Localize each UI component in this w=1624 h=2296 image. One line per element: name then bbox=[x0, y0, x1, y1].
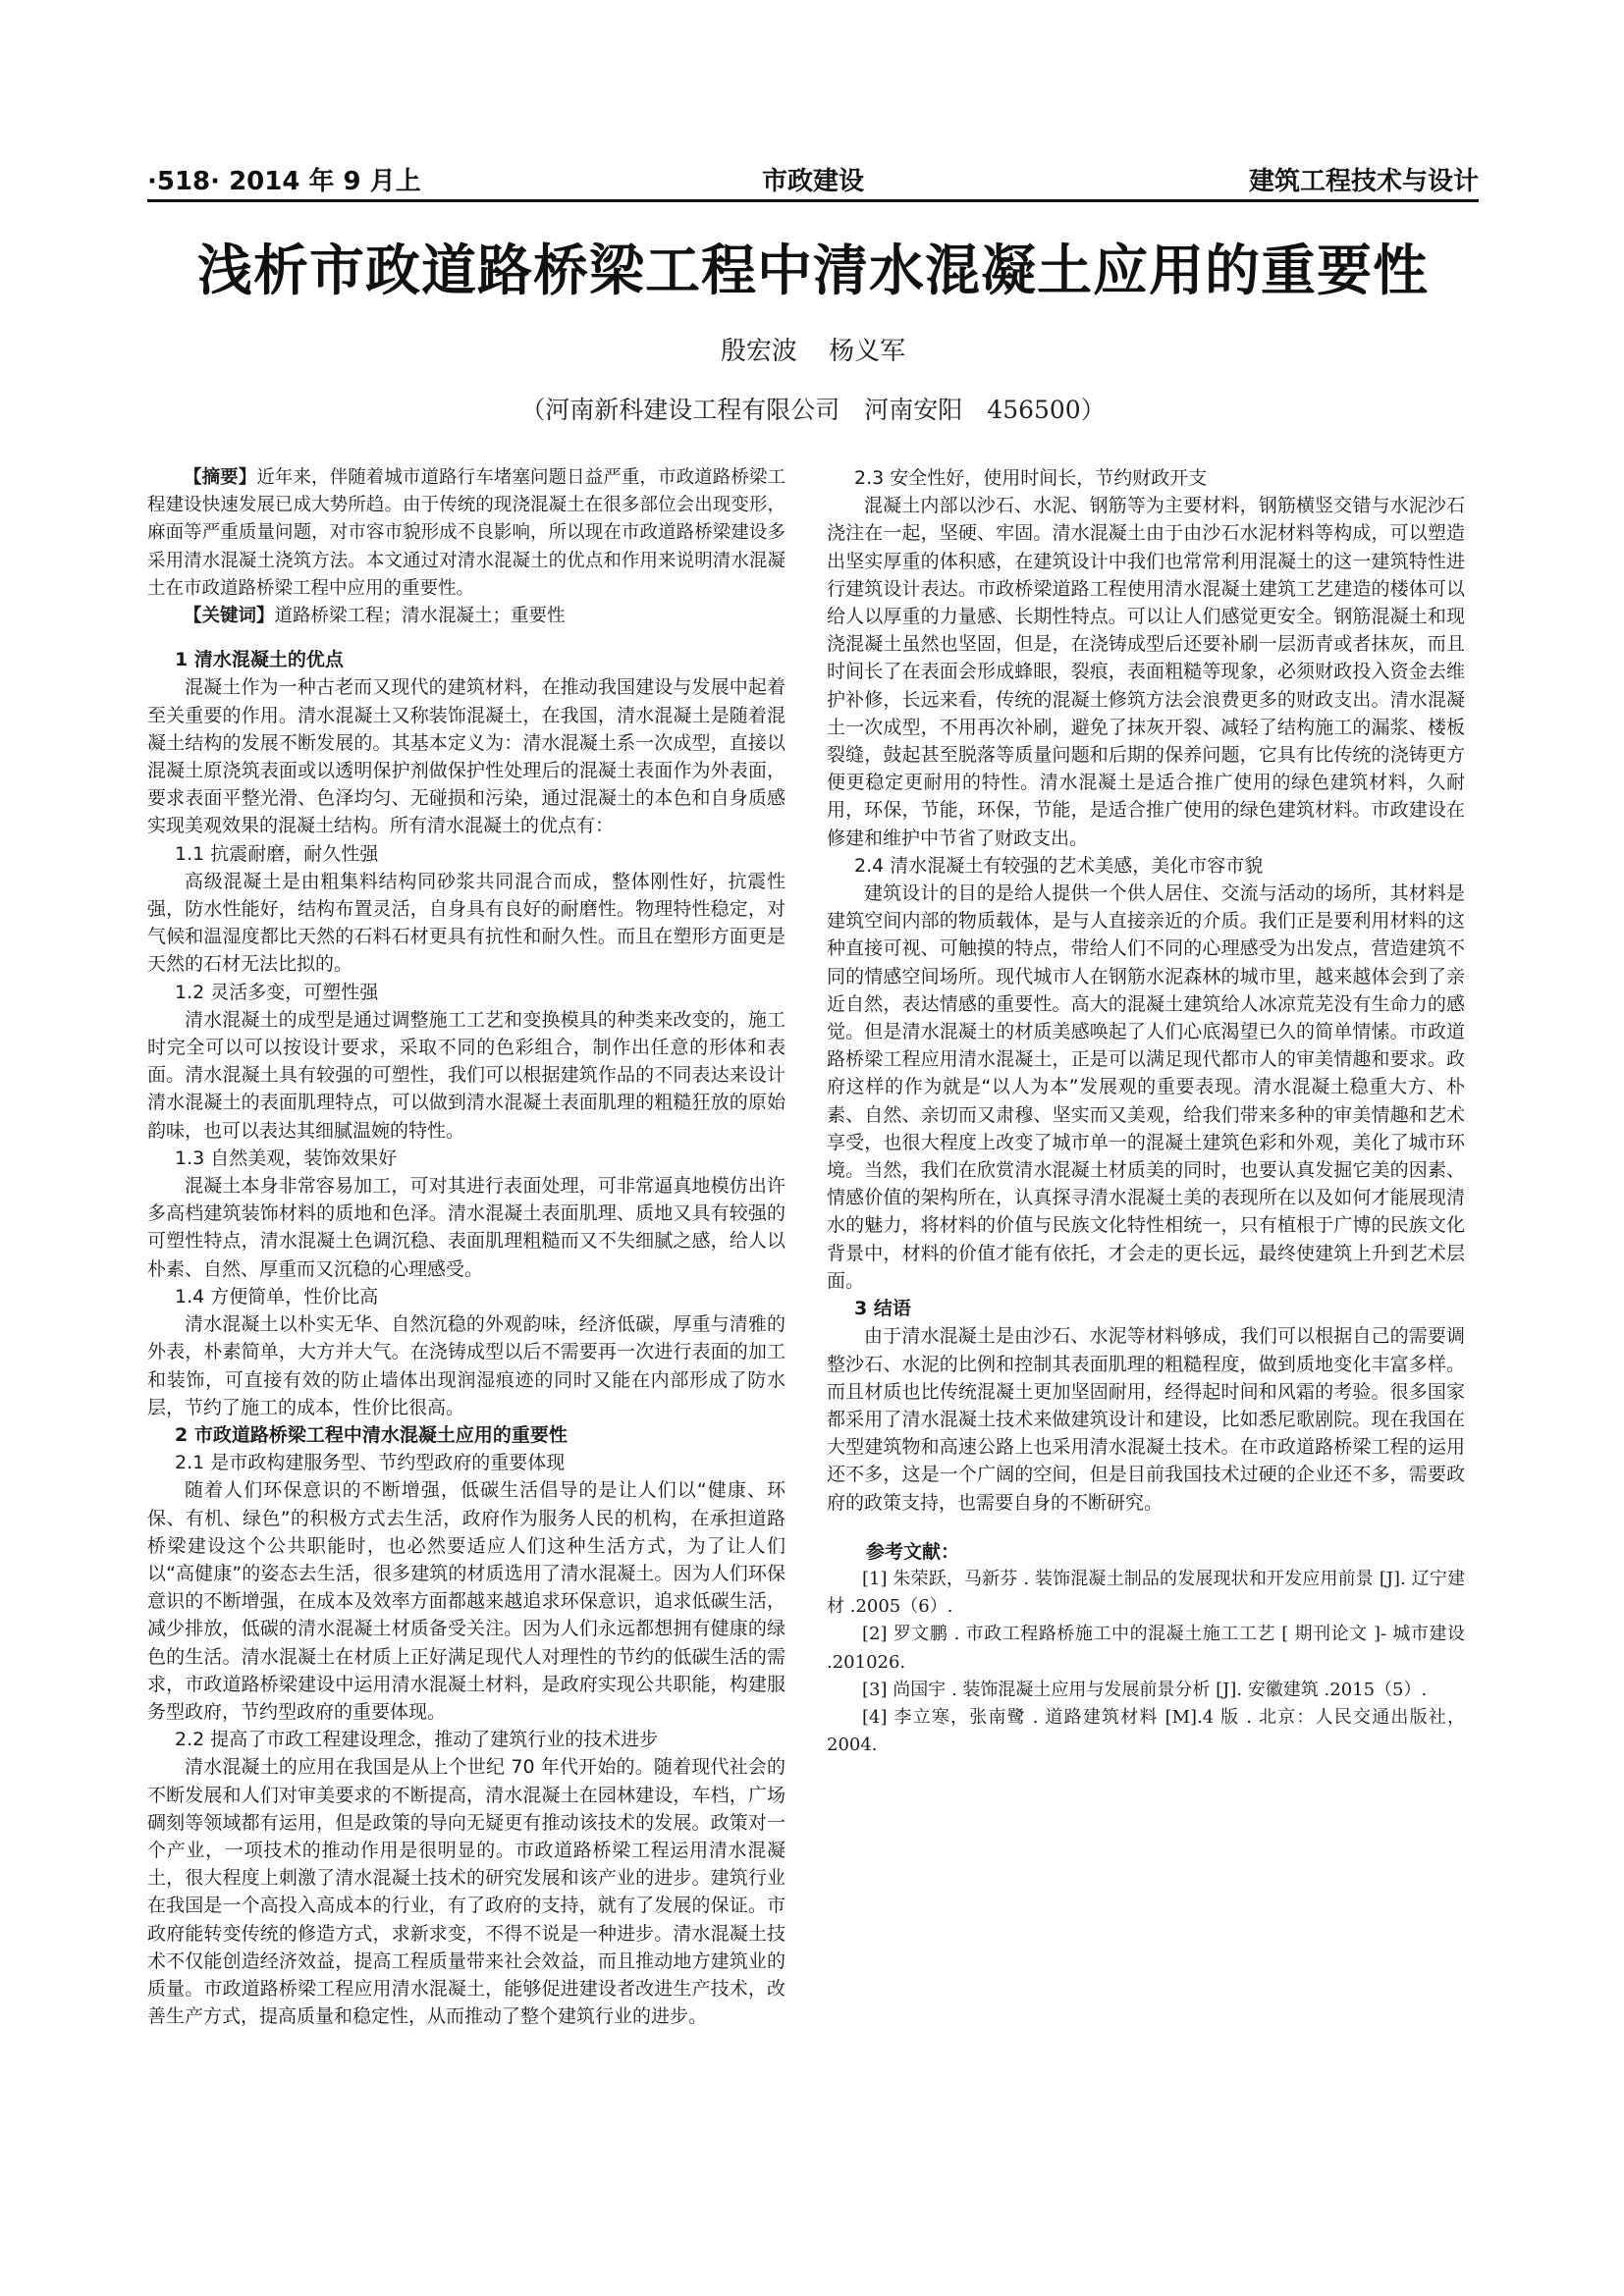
subsection-heading: 2.3 安全性好，使用时间长，节约财政开支 bbox=[854, 467, 1208, 489]
paragraph: 清水混凝土的应用在我国是从上个世纪 70 年代开始的。随着现代社会的不断发展和人们对审美要求的不断提高，清水混凝土在园林建设，车档，广场碉刻等领域都有运用，但是政策的导向无疑更有推动该技术的发展。政策对一个产业，一项技术的推动作用是很明显的。市政道路桥梁工程运用清水混凝土，很大程度上刺激了清水混凝土技术的研究发展和该产业的进步。建筑行业在我国是一个高投入高成本的行业，有了政府的支持，就有了发展的保证。市政府能转变传统的修造方式，求新求变，不得不说是一种进步。清水混凝土技术不仅能创造经济效益，提高工程质量带来社会效益，而且推动地方建筑业的质量。市政道路桥梁工程应用清水混凝土，能够促进建设者改进生产技术，改善生产方式，提高质量和稳定性，从而推动了整个建筑行业的进步。 bbox=[147, 1756, 785, 2028]
running-header bbox=[147, 157, 1479, 202]
references-label: 参考文献： bbox=[866, 1540, 960, 1563]
journal-section: 市政建设 bbox=[761, 167, 864, 196]
section-heading: 3 结语 bbox=[854, 1298, 911, 1320]
keywords bbox=[147, 603, 785, 630]
paragraph: 混凝土本身非常容易加工，可对其进行表面处理，可非常逼真地模仿出许多高档建筑装饰材料的质地和色泽。清水混凝土表面肌理、质地又具有较强的可塑性特点，清水混凝土色调沉稳、表面肌理粗糙而又不失细腻之感，给人以朴素、自然、厚重而又沉稳的心理感受。 bbox=[147, 1175, 785, 1280]
reference-item: [1] 朱荣跃，马新芬 . 装饰混凝土制品的发展现状和开发应用前景 [J]. 辽宁建材 .2005（6）. bbox=[827, 1568, 1465, 1618]
subsection-heading: 2.1 是市政构建服务型、节约型政府的重要体现 bbox=[175, 1452, 566, 1474]
paragraph: 混凝土内部以沙石、水泥、钢筋等为主要材料，钢筋横竖交错与水泥沙石浇注在一起，坚硬、牢固。清水混凝土由于由沙石水泥材料等构成，可以塑造出坚实厚重的体积感，在建筑设计中我们也常常利用混凝土的这一建筑特性进行建筑设计表达。市政桥梁道路工程使用清水混凝土建筑工艺建造的楼体可以给人以厚重的力量感、长期性特点。可以让人们感觉更安全。钢筋混凝土和现浇混凝土虽然也坚固，但是，在浇铸成型后还要补刷一层沥青或者抹灰，而且时间长了在表面会形成蜂眼，裂痕，表面粗糙等现象，必须财政投入资金去维护补修，长远来看，传统的混凝土修筑方法会浪费更多的财政支出。清水混凝土一次成型，不用再次补刷，避免了抹灰开裂、减轻了结构施工的漏浆、楼板裂缝，鼓起甚至脱落等质量问题和后期的保养问题，它具有比传统的浇铸更方便更稳定更耐用的特性。清水混凝土是适合推广使用的绿色建筑材料，久耐用，环保，节能，环保，节能，是适合推广使用的绿色建筑材料。市政建设在修建和维护中节省了财政支出。 bbox=[827, 495, 1465, 849]
reference-item: [2] 罗文鹏 . 市政工程路桥施工中的混凝土施工工艺 [ 期刊论文 ]- 城市建设 .201026. bbox=[827, 1624, 1465, 1673]
section-heading: 2 市政道路桥梁工程中清水混凝土应用的重要性 bbox=[175, 1423, 568, 1446]
subsection-heading: 2.2 提高了市政工程建设理念，推动了建筑行业的技术进步 bbox=[175, 1729, 659, 1751]
paragraph: 由于清水混凝土是由沙石、水泥等材料够成，我们可以根据自己的需要调整沙石、水泥的比例和控制其表面肌理的粗糙程度，做到质地变化丰富多样。而且材质也比传统混凝土更加坚固耐用，经得起时间和风霜的考验。很多国家都采用了清水混凝土技术来做建筑设计和建设，比如悉尼歌剧院。现在我国在大型建筑物和高速公路上也采用清水混凝土技术。在市政道路桥梁工程的运用还不多，这是一个广阔的空间，但是目前我国技术过硬的企业还不多，需要政府的政策支持，也需要自身的不断研究。 bbox=[827, 1325, 1465, 1514]
keywords-label: 【关键词】 bbox=[184, 606, 275, 627]
paragraph: 混凝土作为一种古老而又现代的建筑材料，在推动我国建设与发展中起着至关重要的作用。清水混凝土又称装饰混凝土，在我国，清水混凝土是随着混凝土结构的发展不断发展的。其基本定义为：清水混凝土系一次成型，直接以混凝土原浇筑表面或以透明保护剂做保护性处理后的混凝土表面作为外表面，要求表面平整光滑、色泽均匀、无碰损和污染，通过混凝土的本色和自身质感实现美观效果的混凝土结构。所有清水混凝土的优点有： bbox=[147, 676, 785, 837]
section-heading: 1 清水混凝土的优点 bbox=[175, 649, 344, 671]
subsection-heading: 1.4 方便简单，性价比高 bbox=[175, 1285, 379, 1308]
subsection-heading: 2.4 清水混凝土有较强的艺术美感，美化市容市貌 bbox=[854, 854, 1264, 877]
paragraph: 随着人们环保意识的不断增强，低碳生活倡导的是让人们以“健康、环保、有机、绿色”的积极方式去生活，政府作为服务人民的机构，在承担道路桥梁建设这个公共职能时，也必然要适应人们这种生活方式，为了让人们以“高健康”的姿态去生活，很多建筑的材质选用了清水混凝土。因为人们环保意识的不断增强，在成本及效率方面都越来越追求环保意识，追求低碳生活，减少排放，低碳的清水混凝土材质备受关注。因为人们永远都想拥有健康的绿色的生活。清水混凝土在材质上正好满足现代人对理性的节约的低碳生活的需求，市政道路桥梁建设中运用清水混凝土材料，是政府实现公共职能，构建服务型政府，节约型政府的重要体现。 bbox=[147, 1479, 785, 1723]
paragraph: 清水混凝土以朴实无华、自然沉稳的外观韵味，经济低碳，厚重与清雅的外表，朴素简单，大方并大气。在浇铸成型以后不需要再一次进行表面的加工和装饰，可直接有效的防止墙体出现润湿痕迹的同时又能在内部形成了防水层，节约了施工的成本，性价比很高。 bbox=[147, 1313, 785, 1418]
reference-item: [3] 尚国宇 . 装饰混凝土应用与发展前景分析 [J]. 安徽建筑 .2015（5）. bbox=[862, 1679, 1428, 1700]
subsection-heading: 1.1 抗震耐磨，耐久性强 bbox=[175, 842, 379, 865]
article-title: 浅析市政道路桥梁工程中清水混凝土应用的重要性 bbox=[197, 239, 1429, 303]
subsection-heading: 1.3 自然美观，装饰效果好 bbox=[175, 1147, 398, 1169]
article-authors: 殷宏波 杨义军 bbox=[720, 337, 906, 366]
journal-name: 建筑工程技术与设计 bbox=[1248, 167, 1479, 196]
paragraph: 清水混凝土的成型是通过调整施工工艺和变换模具的种类来改变的，施工时完全可以可以按设计要求，采取不同的色彩组合，制作出任意的形体和表面。清水混凝土具有较强的可塑性，我们可以根据建筑作品的不同表达来设计清水混凝土的表面肌理特点，可以做到清水混凝土表面肌理的粗糙狂放的原始韵味，也可以表达其细腻温婉的特性。 bbox=[147, 1008, 785, 1142]
page-info: ·518· 2014 年 9 月上 bbox=[147, 167, 421, 196]
right-column bbox=[827, 464, 1465, 1759]
keywords-text: 道路桥梁工程；清水混凝土；重要性 bbox=[274, 606, 566, 627]
paragraph: 高级混凝土是由粗集料结构同砂浆共同混合而成，整体刚性好，抗震性强，防水性能好，结构布置灵活，自身具有良好的耐磨性。物理特性稳定，对气候和温湿度都比天然的石料石材更具有抗性和耐久性。而且在塑形方面更是天然的石材无法比拟的。 bbox=[147, 870, 785, 976]
article-affiliation: （河南新科建设工程有限公司 河南安阳 456500） bbox=[520, 396, 1106, 424]
abstract-text: 近年来，伴随着城市道路行车堵塞问题日益严重，市政道路桥梁工程建设快速发展已成大势所趋。由于传统的现浇混凝土在很多部位会出现变形，麻面等严重质量问题，对市容市貌形成不良影响，所以现在市政道路桥梁建设多采用清水混凝土浇筑方法。本文通过对清水混凝土的优点和作用来说明清水混凝土在市政道路桥梁工程中应用的重要性。 bbox=[147, 467, 785, 599]
abstract-label: 【摘要】 bbox=[184, 467, 257, 488]
paragraph: 建筑设计的目的是给人提供一个供人居住、交流与活动的场所，其材料是建筑空间内部的物质载体，是与人直接亲近的介质。我们正是要利用材料的这种直接可视、可触摸的特点，带给人们不同的心理感受为出发点，营造建筑不同的情感空间场所。现代城市人在钢筋水泥森林的城市里，越来越体会到了亲近自然，表达情感的重要性。高大的混凝土建筑给人冰凉荒芜没有生命力的感觉。但是清水混凝土的材质美感唤起了人们心底渴望已久的简单情愫。市政道路桥梁工程应用清水混凝土，正是可以满足现代都市人的审美情趣和要求。政府这样的作为就是“以人为本”发展观的重要表现。清水混凝土稳重大方、朴素、自然、亲切而又肃穆、坚实而又美观，给我们带来多种的审美情趣和艺术享受，也很大程度上改变了城市单一的混凝土建筑色彩和外观，美化了城市环境。当然，我们在欣赏清水混凝土材质美的同时，也要认真发掘它美的因素、情感价值的架构所在，认真探寻清水混凝土美的表现所在以及如何才能展现清水的魅力，将材料的价值与民族文化特性相统一，只有植根于广博的民族文化背景中，材料的价值才能有依托，才会走的更长远，最终使建筑上升到艺术层面。 bbox=[827, 882, 1465, 1292]
left-column bbox=[147, 464, 785, 2030]
reference-item: [4] 李立寒，张南鹭 . 道路建筑材料 [M].4 版 . 北京：人民交通出版社， 2004. bbox=[827, 1706, 1465, 1756]
header-rule bbox=[147, 199, 1479, 202]
abstract bbox=[147, 464, 785, 603]
subsection-heading: 1.2 灵活多变，可塑性强 bbox=[175, 981, 379, 1003]
